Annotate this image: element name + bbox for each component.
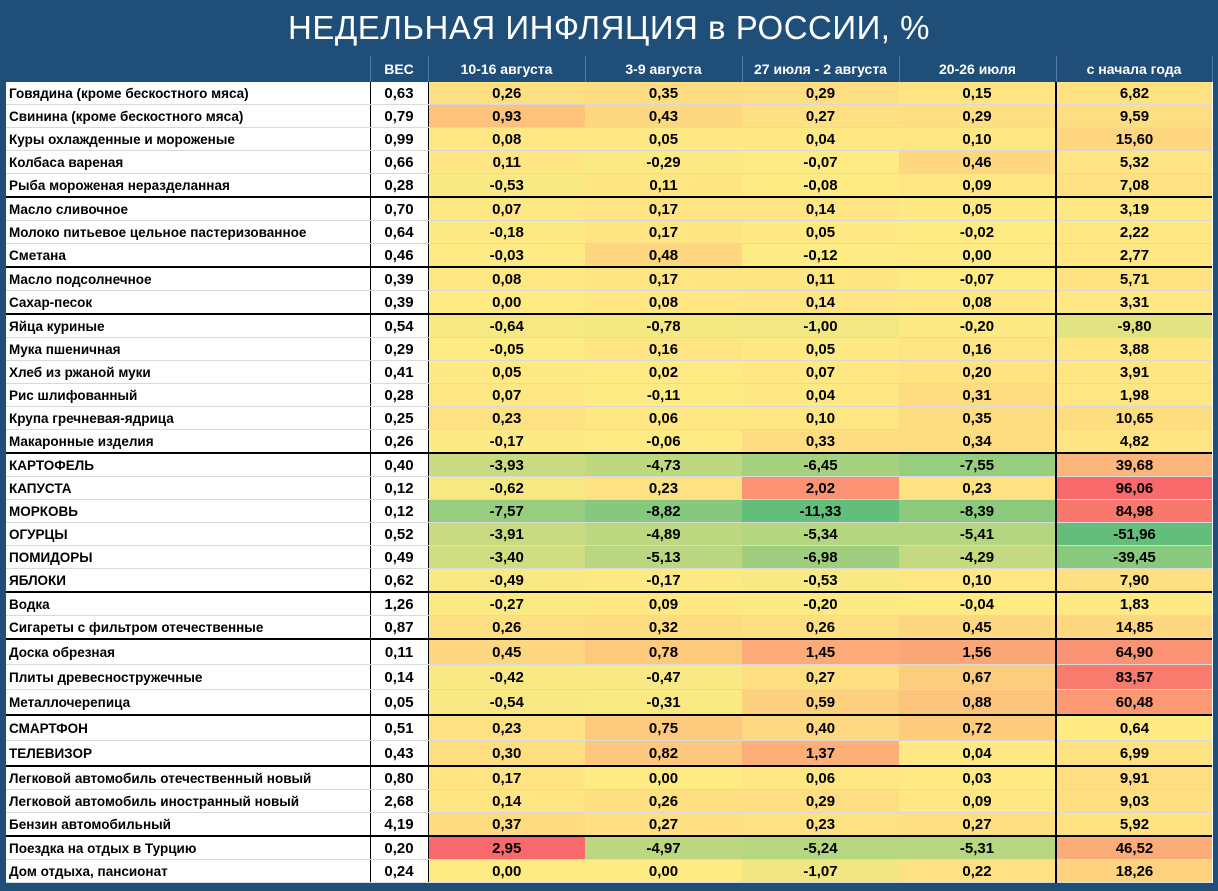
weekly-value-cell: 0,23 — [899, 477, 1056, 500]
weekly-value-cell: 1,37 — [742, 741, 899, 767]
table-row — [6, 430, 1212, 454]
weekly-value-cell: 0,22 — [899, 860, 1056, 883]
row-name-cell: Колбаса вареная — [6, 151, 370, 174]
weekly-value-cell: -6,45 — [742, 453, 899, 477]
weekly-value-cell: -0,03 — [428, 244, 585, 268]
row-name-cell: СМАРТФОН — [6, 715, 370, 741]
weekly-value-cell: 0,04 — [742, 128, 899, 151]
weekly-value-cell: 0,14 — [742, 291, 899, 315]
table-row — [6, 314, 1212, 338]
table-row — [6, 790, 1212, 813]
row-name-cell: Водка — [6, 592, 370, 616]
weekly-value-cell: -0,31 — [585, 690, 742, 716]
ytd-value-cell: 5,32 — [1056, 151, 1212, 174]
weekly-value-cell: -0,11 — [585, 384, 742, 407]
weekly-value-cell: 0,17 — [585, 221, 742, 244]
weekly-value-cell: -0,02 — [899, 221, 1056, 244]
weekly-value-cell: -0,04 — [899, 592, 1056, 616]
weekly-value-cell: 0,93 — [428, 105, 585, 128]
weekly-value-cell: -0,27 — [428, 592, 585, 616]
column-header — [6, 56, 370, 82]
weekly-value-cell: -0,53 — [742, 569, 899, 593]
weekly-value-cell: 0,11 — [585, 174, 742, 198]
weight-cell: 0,12 — [370, 477, 428, 500]
weekly-value-cell: -5,31 — [899, 836, 1056, 860]
weight-cell: 0,79 — [370, 105, 428, 128]
weekly-value-cell: 0,37 — [428, 813, 585, 837]
weekly-value-cell: -1,00 — [742, 314, 899, 338]
weekly-value-cell: -0,29 — [585, 151, 742, 174]
weight-cell: 0,49 — [370, 546, 428, 569]
table-row — [6, 197, 1212, 221]
weekly-value-cell: -0,20 — [742, 592, 899, 616]
weight-cell: 0,28 — [370, 174, 428, 198]
row-name-cell: Доска обрезная — [6, 639, 370, 665]
weekly-value-cell: 0,08 — [428, 267, 585, 291]
ytd-value-cell: 4,82 — [1056, 430, 1212, 454]
weekly-value-cell: 0,40 — [742, 715, 899, 741]
ytd-value-cell: 10,65 — [1056, 407, 1212, 430]
weekly-value-cell: 0,34 — [899, 430, 1056, 454]
ytd-value-cell: -51,96 — [1056, 523, 1212, 546]
weekly-value-cell: 0,07 — [742, 361, 899, 384]
table-row — [6, 477, 1212, 500]
weight-cell: 0,99 — [370, 128, 428, 151]
weekly-value-cell: 0,23 — [428, 407, 585, 430]
ytd-value-cell: 2,22 — [1056, 221, 1212, 244]
weight-cell: 4,19 — [370, 813, 428, 837]
weekly-value-cell: -7,55 — [899, 453, 1056, 477]
weekly-value-cell: 0,04 — [899, 741, 1056, 767]
weekly-value-cell: 0,00 — [428, 860, 585, 883]
table-row — [6, 569, 1212, 593]
row-name-cell: Крупа гречневая-ядрица — [6, 407, 370, 430]
row-name-cell: МОРКОВЬ — [6, 500, 370, 523]
column-header: 3-9 августа — [585, 56, 742, 82]
weekly-value-cell: -3,40 — [428, 546, 585, 569]
table-row — [6, 267, 1212, 291]
row-name-cell: Масло подсолнечное — [6, 267, 370, 291]
table-row — [6, 500, 1212, 523]
table-row — [6, 82, 1212, 105]
table-row — [6, 244, 1212, 268]
weekly-value-cell: 0,32 — [585, 616, 742, 640]
row-name-cell: Металлочерепица — [6, 690, 370, 716]
ytd-value-cell: 5,92 — [1056, 813, 1212, 837]
ytd-value-cell: 3,88 — [1056, 338, 1212, 361]
ytd-value-cell: 84,98 — [1056, 500, 1212, 523]
weekly-value-cell: 0,07 — [428, 197, 585, 221]
row-name-cell: Поездка на отдых в Турцию — [6, 836, 370, 860]
ytd-value-cell: 46,52 — [1056, 836, 1212, 860]
weight-cell: 2,68 — [370, 790, 428, 813]
ytd-value-cell: 6,99 — [1056, 741, 1212, 767]
weekly-value-cell: 0,78 — [585, 639, 742, 665]
weekly-value-cell: 0,00 — [585, 860, 742, 883]
ytd-value-cell: 64,90 — [1056, 639, 1212, 665]
weight-cell: 0,87 — [370, 616, 428, 640]
weekly-value-cell: 0,11 — [428, 151, 585, 174]
table-row — [6, 407, 1212, 430]
column-header: 10-16 августа — [428, 56, 585, 82]
weekly-value-cell: -0,18 — [428, 221, 585, 244]
weekly-value-cell: 0,17 — [585, 267, 742, 291]
weight-cell: 0,54 — [370, 314, 428, 338]
weekly-value-cell: -0,08 — [742, 174, 899, 198]
weekly-value-cell: -4,89 — [585, 523, 742, 546]
ytd-value-cell: 1,83 — [1056, 592, 1212, 616]
table-row — [6, 128, 1212, 151]
row-name-cell: Легковой автомобиль иностранный новый — [6, 790, 370, 813]
weight-cell: 1,26 — [370, 592, 428, 616]
weight-cell: 0,52 — [370, 523, 428, 546]
weekly-value-cell: 0,46 — [899, 151, 1056, 174]
table-row — [6, 338, 1212, 361]
weekly-value-cell: 0,67 — [899, 665, 1056, 690]
weekly-value-cell: -3,93 — [428, 453, 585, 477]
row-name-cell: Рыба мороженая неразделанная — [6, 174, 370, 198]
weight-cell: 0,14 — [370, 665, 428, 690]
row-name-cell: Дом отдыха, пансионат — [6, 860, 370, 883]
weekly-value-cell: 0,27 — [585, 813, 742, 837]
weekly-value-cell: 0,43 — [585, 105, 742, 128]
weekly-value-cell: 0,00 — [428, 291, 585, 315]
weekly-value-cell: 0,07 — [428, 384, 585, 407]
weekly-value-cell: 0,33 — [742, 430, 899, 454]
table-row — [6, 361, 1212, 384]
weekly-value-cell: 0,08 — [428, 128, 585, 151]
weekly-value-cell: 0,45 — [428, 639, 585, 665]
column-header: ВЕС — [370, 56, 428, 82]
row-name-cell: Макаронные изделия — [6, 430, 370, 454]
row-name-cell: Сметана — [6, 244, 370, 268]
weekly-value-cell: 0,35 — [899, 407, 1056, 430]
weekly-value-cell: 0,10 — [899, 128, 1056, 151]
ytd-value-cell: 9,03 — [1056, 790, 1212, 813]
weight-cell: 0,12 — [370, 500, 428, 523]
weekly-value-cell: 0,29 — [899, 105, 1056, 128]
weekly-value-cell: -5,41 — [899, 523, 1056, 546]
row-name-cell: ПОМИДОРЫ — [6, 546, 370, 569]
weight-cell: 0,41 — [370, 361, 428, 384]
weekly-value-cell: 0,09 — [899, 174, 1056, 198]
weekly-value-cell: 0,00 — [899, 244, 1056, 268]
table-row — [6, 813, 1212, 837]
weekly-value-cell: -5,34 — [742, 523, 899, 546]
weekly-value-cell: 2,02 — [742, 477, 899, 500]
table-row — [6, 715, 1212, 741]
ytd-value-cell: -39,45 — [1056, 546, 1212, 569]
row-name-cell: Яйца куриные — [6, 314, 370, 338]
weekly-value-cell: 0,09 — [585, 592, 742, 616]
table-row — [6, 523, 1212, 546]
weekly-value-cell: 0,45 — [899, 616, 1056, 640]
weekly-value-cell: 0,02 — [585, 361, 742, 384]
weekly-value-cell: -7,57 — [428, 500, 585, 523]
table-row — [6, 105, 1212, 128]
ytd-value-cell: 14,85 — [1056, 616, 1212, 640]
row-name-cell: КАРТОФЕЛЬ — [6, 453, 370, 477]
weekly-value-cell: 0,26 — [428, 82, 585, 105]
ytd-value-cell: 2,77 — [1056, 244, 1212, 268]
weekly-value-cell: -0,07 — [742, 151, 899, 174]
weight-cell: 0,26 — [370, 430, 428, 454]
weight-cell: 0,39 — [370, 291, 428, 315]
row-name-cell: ОГУРЦЫ — [6, 523, 370, 546]
row-name-cell: Бензин автомобильный — [6, 813, 370, 837]
weight-cell: 0,51 — [370, 715, 428, 741]
weekly-value-cell: -0,05 — [428, 338, 585, 361]
ytd-value-cell: 96,06 — [1056, 477, 1212, 500]
table-row — [6, 836, 1212, 860]
row-name-cell: Плиты древесностружечные — [6, 665, 370, 690]
weekly-value-cell: 0,05 — [742, 338, 899, 361]
ytd-value-cell: 3,19 — [1056, 197, 1212, 221]
row-name-cell: ЯБЛОКИ — [6, 569, 370, 593]
weekly-value-cell: -5,13 — [585, 546, 742, 569]
weekly-value-cell: 0,10 — [899, 569, 1056, 593]
weight-cell: 0,80 — [370, 766, 428, 790]
weekly-value-cell: -0,64 — [428, 314, 585, 338]
weekly-value-cell: -0,17 — [428, 430, 585, 454]
row-name-cell: ТЕЛЕВИЗОР — [6, 741, 370, 767]
ytd-value-cell: 7,08 — [1056, 174, 1212, 198]
row-name-cell: Молоко питьевое цельное пастеризованное — [6, 221, 370, 244]
weekly-value-cell: 0,29 — [742, 82, 899, 105]
weekly-value-cell: 0,59 — [742, 690, 899, 716]
row-name-cell: Сигареты с фильтром отечественные — [6, 616, 370, 640]
ytd-value-cell: 3,31 — [1056, 291, 1212, 315]
table-row — [6, 665, 1212, 690]
weekly-value-cell: 0,17 — [428, 766, 585, 790]
ytd-value-cell: 15,60 — [1056, 128, 1212, 151]
weekly-value-cell: 0,23 — [585, 477, 742, 500]
weekly-value-cell: -0,53 — [428, 174, 585, 198]
weekly-value-cell: 2,95 — [428, 836, 585, 860]
weekly-value-cell: -0,54 — [428, 690, 585, 716]
weekly-value-cell: 0,26 — [742, 616, 899, 640]
weight-cell: 0,43 — [370, 741, 428, 767]
weekly-value-cell: 0,35 — [585, 82, 742, 105]
ytd-value-cell: 9,91 — [1056, 766, 1212, 790]
weekly-value-cell: 0,05 — [742, 221, 899, 244]
ytd-value-cell: 6,82 — [1056, 82, 1212, 105]
ytd-value-cell: 5,71 — [1056, 267, 1212, 291]
weekly-value-cell: 0,27 — [742, 665, 899, 690]
inflation-table — [6, 56, 1213, 883]
ytd-value-cell: 60,48 — [1056, 690, 1212, 716]
weekly-value-cell: 0,05 — [428, 361, 585, 384]
row-name-cell: Сахар-песок — [6, 291, 370, 315]
table-row — [6, 291, 1212, 315]
weekly-value-cell: -0,78 — [585, 314, 742, 338]
table-row — [6, 766, 1212, 790]
weekly-value-cell: 0,23 — [428, 715, 585, 741]
chart-title: НЕДЕЛЬНАЯ ИНФЛЯЦИЯ в РОССИИ, % — [0, 0, 1218, 55]
header-row — [6, 56, 1212, 82]
weight-cell: 0,05 — [370, 690, 428, 716]
weekly-value-cell: 0,15 — [899, 82, 1056, 105]
weight-cell: 0,63 — [370, 82, 428, 105]
weight-cell: 0,62 — [370, 569, 428, 593]
weight-cell: 0,24 — [370, 860, 428, 883]
weekly-value-cell: 0,27 — [742, 105, 899, 128]
weekly-value-cell: -4,97 — [585, 836, 742, 860]
weekly-value-cell: 0,00 — [585, 766, 742, 790]
column-header: 20-26 июля — [899, 56, 1056, 82]
weight-cell: 0,64 — [370, 221, 428, 244]
weekly-value-cell: -3,91 — [428, 523, 585, 546]
weekly-value-cell: 0,05 — [585, 128, 742, 151]
weekly-value-cell: -11,33 — [742, 500, 899, 523]
table-row — [6, 453, 1212, 477]
weight-cell: 0,20 — [370, 836, 428, 860]
table-row — [6, 860, 1212, 883]
weekly-value-cell: 0,09 — [899, 790, 1056, 813]
weekly-value-cell: -0,17 — [585, 569, 742, 593]
weight-cell: 0,25 — [370, 407, 428, 430]
ytd-value-cell: 7,90 — [1056, 569, 1212, 593]
weekly-value-cell: -0,07 — [899, 267, 1056, 291]
weekly-value-cell: 0,27 — [899, 813, 1056, 837]
row-name-cell: Мука пшеничная — [6, 338, 370, 361]
weekly-value-cell: 0,08 — [899, 291, 1056, 315]
weekly-value-cell: 0,20 — [899, 361, 1056, 384]
table-row — [6, 616, 1212, 640]
row-name-cell: Рис шлифованный — [6, 384, 370, 407]
weekly-value-cell: 0,82 — [585, 741, 742, 767]
weekly-value-cell: 0,04 — [742, 384, 899, 407]
table-row — [6, 151, 1212, 174]
ytd-value-cell: 18,26 — [1056, 860, 1212, 883]
ytd-value-cell: 39,68 — [1056, 453, 1212, 477]
weekly-value-cell: 0,05 — [899, 197, 1056, 221]
ytd-value-cell: 0,64 — [1056, 715, 1212, 741]
column-header: с начала года — [1056, 56, 1212, 82]
table-row — [6, 592, 1212, 616]
table-row — [6, 741, 1212, 767]
table-row — [6, 174, 1212, 198]
weekly-value-cell: 0,16 — [899, 338, 1056, 361]
weekly-value-cell: -0,12 — [742, 244, 899, 268]
weekly-value-cell: 0,14 — [742, 197, 899, 221]
weekly-value-cell: 0,48 — [585, 244, 742, 268]
weekly-value-cell: -4,73 — [585, 453, 742, 477]
column-header: 27 июля - 2 августа — [742, 56, 899, 82]
table-row — [6, 546, 1212, 569]
weekly-value-cell: -0,20 — [899, 314, 1056, 338]
weekly-value-cell: 0,88 — [899, 690, 1056, 716]
table-row — [6, 690, 1212, 716]
weekly-value-cell: -0,42 — [428, 665, 585, 690]
weight-cell: 0,29 — [370, 338, 428, 361]
weekly-value-cell: 0,30 — [428, 741, 585, 767]
weekly-value-cell: -0,47 — [585, 665, 742, 690]
table-body — [6, 82, 1212, 883]
ytd-value-cell: -9,80 — [1056, 314, 1212, 338]
weekly-value-cell: 0,11 — [742, 267, 899, 291]
weekly-value-cell: 0,26 — [585, 790, 742, 813]
weekly-value-cell: -0,49 — [428, 569, 585, 593]
weekly-value-cell: -0,62 — [428, 477, 585, 500]
table-row — [6, 384, 1212, 407]
ytd-value-cell: 83,57 — [1056, 665, 1212, 690]
table-row — [6, 221, 1212, 244]
weekly-value-cell: 0,06 — [585, 407, 742, 430]
ytd-value-cell: 9,59 — [1056, 105, 1212, 128]
row-name-cell: Масло сливочное — [6, 197, 370, 221]
weekly-value-cell: -5,24 — [742, 836, 899, 860]
weekly-value-cell: 0,23 — [742, 813, 899, 837]
weight-cell: 0,28 — [370, 384, 428, 407]
weight-cell: 0,70 — [370, 197, 428, 221]
weekly-value-cell: -8,39 — [899, 500, 1056, 523]
weight-cell: 0,66 — [370, 151, 428, 174]
row-name-cell: КАПУСТА — [6, 477, 370, 500]
weekly-value-cell: 0,10 — [742, 407, 899, 430]
weekly-value-cell: -4,29 — [899, 546, 1056, 569]
weekly-value-cell: 0,08 — [585, 291, 742, 315]
table-row — [6, 639, 1212, 665]
weekly-value-cell: -0,06 — [585, 430, 742, 454]
weekly-value-cell: 0,16 — [585, 338, 742, 361]
weekly-value-cell: -1,07 — [742, 860, 899, 883]
weekly-value-cell: 0,26 — [428, 616, 585, 640]
weekly-value-cell: 0,29 — [742, 790, 899, 813]
weight-cell: 0,40 — [370, 453, 428, 477]
weekly-value-cell: 0,17 — [585, 197, 742, 221]
ytd-value-cell: 1,98 — [1056, 384, 1212, 407]
weekly-value-cell: 0,31 — [899, 384, 1056, 407]
row-name-cell: Хлеб из ржаной муки — [6, 361, 370, 384]
row-name-cell: Свинина (кроме бескостного мяса) — [6, 105, 370, 128]
weekly-value-cell: 1,56 — [899, 639, 1056, 665]
weight-cell: 0,39 — [370, 267, 428, 291]
weekly-value-cell: 0,72 — [899, 715, 1056, 741]
weekly-value-cell: 1,45 — [742, 639, 899, 665]
weekly-value-cell: -6,98 — [742, 546, 899, 569]
weekly-value-cell: 0,75 — [585, 715, 742, 741]
ytd-value-cell: 3,91 — [1056, 361, 1212, 384]
row-name-cell: Куры охлажденные и мороженые — [6, 128, 370, 151]
weekly-value-cell: 0,14 — [428, 790, 585, 813]
row-name-cell: Говядина (кроме бескостного мяса) — [6, 82, 370, 105]
row-name-cell: Легковой автомобиль отечественный новый — [6, 766, 370, 790]
weight-cell: 0,11 — [370, 639, 428, 665]
weekly-value-cell: 0,06 — [742, 766, 899, 790]
weight-cell: 0,46 — [370, 244, 428, 268]
weekly-value-cell: 0,03 — [899, 766, 1056, 790]
weekly-value-cell: -8,82 — [585, 500, 742, 523]
